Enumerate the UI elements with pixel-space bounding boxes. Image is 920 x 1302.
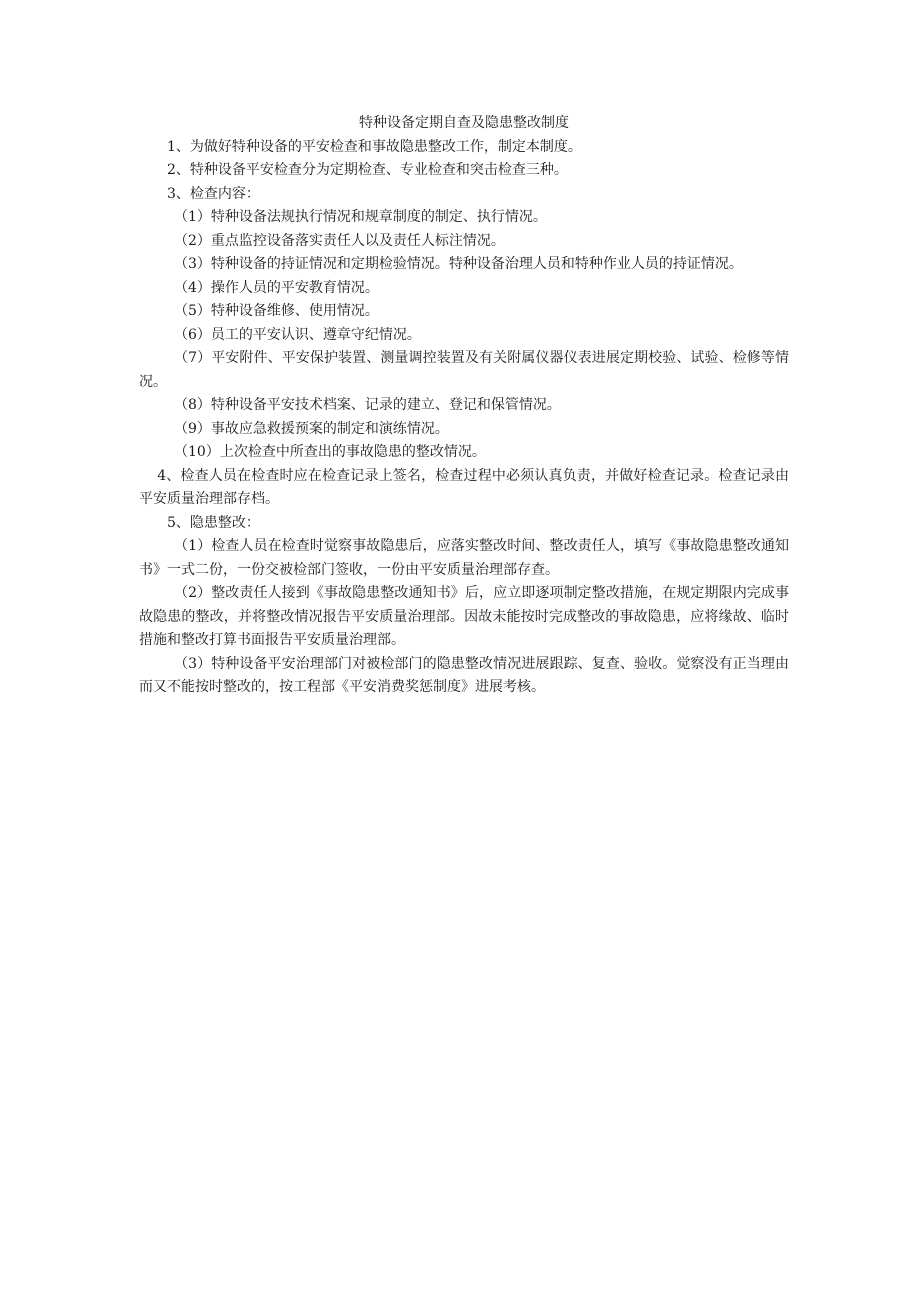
section-paragraph: 1、为做好特种设备的平安检查和事故隐患整改工作，制定本制度。 <box>167 138 582 155</box>
sub-item-paragraph: （1）特种设备法规执行情况和规章制度的制定、执行情况。 <box>174 209 547 225</box>
section-paragraph: 3、检查内容： <box>167 185 260 202</box>
sub-item-paragraph: （3）特种设备平安治理部门对被检部门的隐患整改情况进展跟踪、复查、验收。觉察没有正当理由而又不能按时整改的，按工程部《平安消费奖惩制度》进展考核。 <box>139 655 789 695</box>
sub-item-paragraph: （6）员工的平安认识、遵章守纪情况。 <box>174 326 421 343</box>
sub-item-paragraph: （3）特种设备的持证情况和定期检验情况。特种设备治理人员和特种作业人员的持证情况。 <box>174 256 743 272</box>
sub-item-paragraph: （9）事故应急救援预案的制定和演练情况。 <box>174 420 449 437</box>
sub-item-paragraph: （7）平安附件、平安保护装置、测量调控装置及有关附属仪器仪表进展定期校验、试验、检修等情况。 <box>139 350 789 390</box>
sub-item-paragraph: （8）特种设备平安技术档案、记录的建立、登记和保管情况。 <box>174 397 561 413</box>
sub-item-paragraph: （2）重点监控设备落实责任人以及责任人标注情况。 <box>174 232 505 249</box>
section-paragraph: 4、检查人员在检查时应在检查记录上签名，检查过程中必须认真负责，并做好检查记录。检查记录由平安质量治理部存档。 <box>139 467 789 507</box>
sub-item-paragraph: （1）检查人员在检查时觉察事故隐患后，应落实整改时间、整改责任人，填写《事故隐患整改通知书》一式二份，一份交被检部门签收，一份由平安质量治理部存查。 <box>139 538 789 578</box>
sub-item-paragraph: （5）特种设备维修、使用情况。 <box>174 303 379 319</box>
document-page <box>139 112 789 700</box>
document-title: 特种设备定期自查及隐患整改制度 <box>359 115 569 131</box>
sub-item-paragraph: （10）上次检查中所查出的事故隐患的整改情况。 <box>174 444 486 460</box>
document-body <box>139 136 789 700</box>
sub-item-paragraph: （2）整改责任人接到《事故隐患整改通知书》后，应立即逐项制定整改措施，在规定期限内完成事故隐患的整改，并将整改情况报告平安质量治理部。因故未能按时完成整改的事故隐患，应将缘故、临时措施和整改打算书面报告平安质量治理部。 <box>139 585 789 648</box>
section-paragraph: 2、特种设备平安检查分为定期检查、专业检查和突击检查三种。 <box>167 162 568 178</box>
section-paragraph: 5、隐患整改： <box>167 514 260 531</box>
sub-item-paragraph: （4）操作人员的平安教育情况。 <box>174 279 379 296</box>
